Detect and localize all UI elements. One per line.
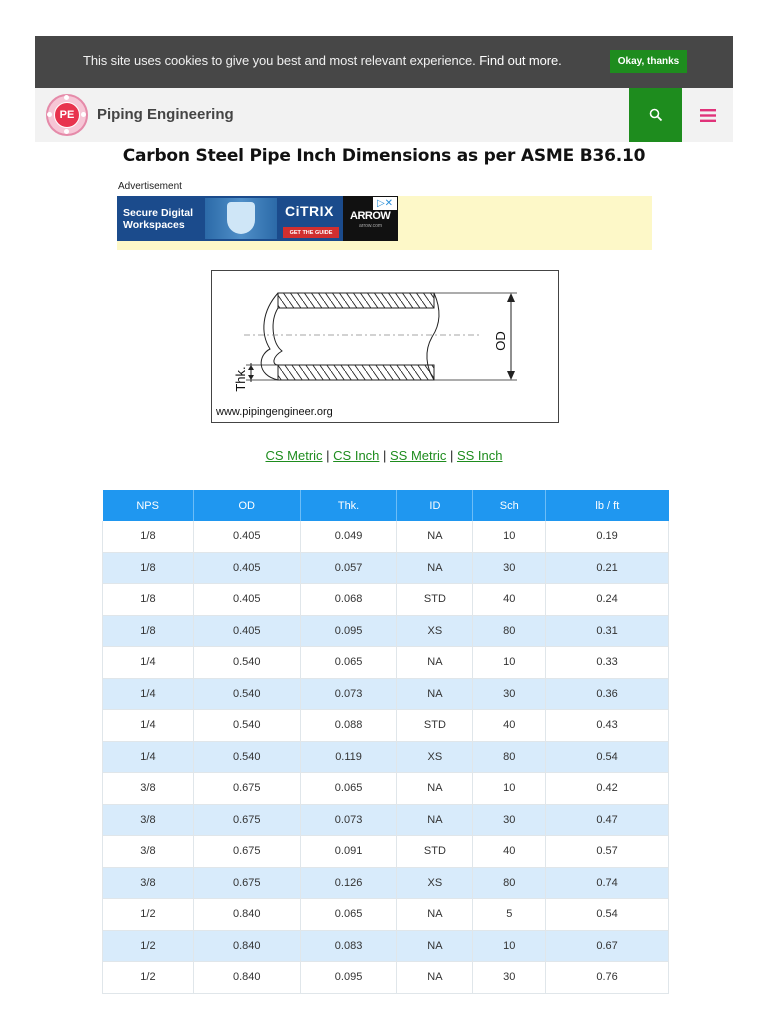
cs-inch-link[interactable]: CS Inch bbox=[333, 448, 380, 463]
cell-weight: 0.33 bbox=[546, 647, 669, 679]
cell-weight: 0.36 bbox=[546, 678, 669, 710]
cell-nps: 1/4 bbox=[103, 741, 194, 773]
ss-metric-link[interactable]: SS Metric bbox=[390, 448, 447, 463]
cell-sch: 80 bbox=[473, 615, 546, 647]
table-row bbox=[103, 521, 669, 552]
table-row bbox=[103, 899, 669, 931]
cell-od: 0.405 bbox=[193, 584, 300, 616]
cell-thk: 0.073 bbox=[300, 678, 397, 710]
cookie-message-text: This site uses cookies to give you best and most relevant experience. bbox=[83, 53, 476, 68]
thk-label: Thk. bbox=[233, 366, 248, 392]
od-label: OD bbox=[493, 331, 508, 351]
cell-sch: 10 bbox=[473, 773, 546, 805]
cell-nps: 1/4 bbox=[103, 647, 194, 679]
cell-id: NA bbox=[397, 962, 473, 994]
cell-nps: 3/8 bbox=[103, 773, 194, 805]
table-row bbox=[103, 930, 669, 962]
cell-nps: 1/2 bbox=[103, 962, 194, 994]
table-row bbox=[103, 741, 669, 773]
cell-thk: 0.126 bbox=[300, 867, 397, 899]
cell-nps: 1/8 bbox=[103, 521, 194, 552]
ad-brand: CiTRIX bbox=[285, 203, 334, 219]
cell-weight: 0.31 bbox=[546, 615, 669, 647]
cell-od: 0.540 bbox=[193, 678, 300, 710]
dimension-links: CS Metric | CS Inch | SS Metric | SS Inch bbox=[265, 448, 503, 463]
cell-weight: 0.19 bbox=[546, 521, 669, 552]
cell-id: NA bbox=[397, 552, 473, 584]
ss-inch-link[interactable]: SS Inch bbox=[456, 448, 503, 463]
cell-thk: 0.057 bbox=[300, 552, 397, 584]
cell-weight: 0.54 bbox=[546, 741, 669, 773]
column-header-thk: Thk. bbox=[300, 490, 397, 521]
table-row bbox=[103, 867, 669, 899]
cell-nps: 1/8 bbox=[103, 552, 194, 584]
cell-weight: 0.43 bbox=[546, 710, 669, 742]
cell-id: NA bbox=[397, 647, 473, 679]
cell-id: NA bbox=[397, 773, 473, 805]
cell-nps: 1/2 bbox=[103, 930, 194, 962]
cell-nps: 1/8 bbox=[103, 615, 194, 647]
ad-close-icon[interactable]: ▷✕ bbox=[373, 197, 397, 210]
cell-id: STD bbox=[397, 836, 473, 868]
cell-id: XS bbox=[397, 741, 473, 773]
column-header-weight: lb / ft bbox=[546, 490, 669, 521]
cell-sch: 10 bbox=[473, 521, 546, 552]
cell-id: XS bbox=[397, 615, 473, 647]
cell-sch: 80 bbox=[473, 741, 546, 773]
ad-headline-1: Secure Digital bbox=[123, 207, 194, 219]
ad-banner[interactable] bbox=[117, 196, 398, 241]
menu-button[interactable] bbox=[682, 88, 733, 142]
cell-sch: 30 bbox=[473, 962, 546, 994]
cell-od: 0.840 bbox=[193, 930, 300, 962]
cell-thk: 0.065 bbox=[300, 647, 397, 679]
cell-id: STD bbox=[397, 584, 473, 616]
table-row bbox=[103, 773, 669, 805]
cell-sch: 40 bbox=[473, 710, 546, 742]
cell-thk: 0.095 bbox=[300, 962, 397, 994]
ad-container bbox=[117, 196, 652, 250]
cell-nps: 1/4 bbox=[103, 678, 194, 710]
table-row bbox=[103, 962, 669, 994]
cell-thk: 0.091 bbox=[300, 836, 397, 868]
cell-weight: 0.42 bbox=[546, 773, 669, 805]
cell-id: NA bbox=[397, 678, 473, 710]
table-header-row bbox=[103, 490, 669, 521]
cell-nps: 1/2 bbox=[103, 899, 194, 931]
cell-id: NA bbox=[397, 804, 473, 836]
cell-thk: 0.065 bbox=[300, 773, 397, 805]
ad-partner-logo: ARROW bbox=[350, 210, 391, 222]
table-row bbox=[103, 804, 669, 836]
cell-thk: 0.049 bbox=[300, 521, 397, 552]
table-row bbox=[103, 678, 669, 710]
cell-thk: 0.083 bbox=[300, 930, 397, 962]
cell-id: XS bbox=[397, 867, 473, 899]
cell-thk: 0.065 bbox=[300, 899, 397, 931]
cell-sch: 30 bbox=[473, 678, 546, 710]
cell-od: 0.405 bbox=[193, 521, 300, 552]
cell-od: 0.405 bbox=[193, 615, 300, 647]
cell-sch: 10 bbox=[473, 930, 546, 962]
ad-headline-2: Workspaces bbox=[123, 219, 185, 231]
pipe-dimensions-table bbox=[102, 490, 669, 994]
cell-thk: 0.119 bbox=[300, 741, 397, 773]
logo-mark: PE bbox=[54, 102, 80, 128]
cell-od: 0.675 bbox=[193, 867, 300, 899]
cell-weight: 0.76 bbox=[546, 962, 669, 994]
search-icon bbox=[649, 108, 663, 122]
ad-cta: GET THE GUIDE bbox=[283, 227, 339, 238]
ad-partner-url: arrow.com bbox=[359, 223, 383, 229]
cell-sch: 40 bbox=[473, 836, 546, 868]
table-row bbox=[103, 647, 669, 679]
cell-weight: 0.21 bbox=[546, 552, 669, 584]
cell-od: 0.675 bbox=[193, 773, 300, 805]
cell-weight: 0.57 bbox=[546, 836, 669, 868]
table-row bbox=[103, 836, 669, 868]
cell-sch: 30 bbox=[473, 804, 546, 836]
table-row bbox=[103, 710, 669, 742]
cell-weight: 0.54 bbox=[546, 899, 669, 931]
cell-od: 0.840 bbox=[193, 962, 300, 994]
shield-icon bbox=[205, 198, 277, 239]
cell-nps: 1/4 bbox=[103, 710, 194, 742]
table-row bbox=[103, 584, 669, 616]
diagram-watermark: www.pipingengineer.org bbox=[216, 406, 333, 418]
page-title: Carbon Steel Pipe Inch Dimensions as per ASME B36.10 bbox=[122, 146, 646, 166]
column-header-nps: NPS bbox=[103, 490, 194, 521]
column-header-sch: Sch bbox=[473, 490, 546, 521]
table-row bbox=[103, 552, 669, 584]
cell-sch: 80 bbox=[473, 867, 546, 899]
pipe-drawing bbox=[212, 271, 558, 422]
search-button[interactable] bbox=[629, 88, 682, 142]
site-header bbox=[35, 88, 733, 142]
cell-weight: 0.47 bbox=[546, 804, 669, 836]
hamburger-menu-icon bbox=[700, 109, 716, 122]
cell-weight: 0.74 bbox=[546, 867, 669, 899]
cell-sch: 10 bbox=[473, 647, 546, 679]
cell-nps: 1/8 bbox=[103, 584, 194, 616]
cell-id: NA bbox=[397, 930, 473, 962]
cell-thk: 0.095 bbox=[300, 615, 397, 647]
cell-nps: 3/8 bbox=[103, 804, 194, 836]
table-body bbox=[103, 521, 669, 993]
site-logo[interactable] bbox=[46, 94, 88, 136]
cs-metric-link[interactable]: CS Metric bbox=[265, 448, 323, 463]
cell-od: 0.540 bbox=[193, 710, 300, 742]
cell-thk: 0.068 bbox=[300, 584, 397, 616]
cell-id: NA bbox=[397, 521, 473, 552]
cookie-banner bbox=[35, 36, 733, 88]
cell-id: STD bbox=[397, 710, 473, 742]
cell-od: 0.405 bbox=[193, 552, 300, 584]
cell-weight: 0.24 bbox=[546, 584, 669, 616]
cell-od: 0.675 bbox=[193, 804, 300, 836]
cell-id: NA bbox=[397, 899, 473, 931]
table-row bbox=[103, 615, 669, 647]
column-header-id: ID bbox=[397, 490, 473, 521]
column-header-od: OD bbox=[193, 490, 300, 521]
cell-od: 0.840 bbox=[193, 899, 300, 931]
cell-sch: 40 bbox=[473, 584, 546, 616]
cell-od: 0.675 bbox=[193, 836, 300, 868]
ad-label: Advertisement bbox=[118, 181, 182, 192]
cell-thk: 0.088 bbox=[300, 710, 397, 742]
cell-od: 0.540 bbox=[193, 741, 300, 773]
cell-sch: 30 bbox=[473, 552, 546, 584]
cell-nps: 3/8 bbox=[103, 867, 194, 899]
cookie-message bbox=[83, 53, 562, 68]
cell-sch: 5 bbox=[473, 899, 546, 931]
accept-cookies-button[interactable]: Okay, thanks bbox=[610, 50, 687, 73]
site-name[interactable]: Piping Engineering bbox=[97, 106, 234, 123]
cell-od: 0.540 bbox=[193, 647, 300, 679]
cell-thk: 0.073 bbox=[300, 804, 397, 836]
cell-weight: 0.67 bbox=[546, 930, 669, 962]
find-out-more-link[interactable]: Find out more. bbox=[479, 53, 562, 68]
cell-nps: 3/8 bbox=[103, 836, 194, 868]
pipe-diagram bbox=[211, 270, 559, 423]
